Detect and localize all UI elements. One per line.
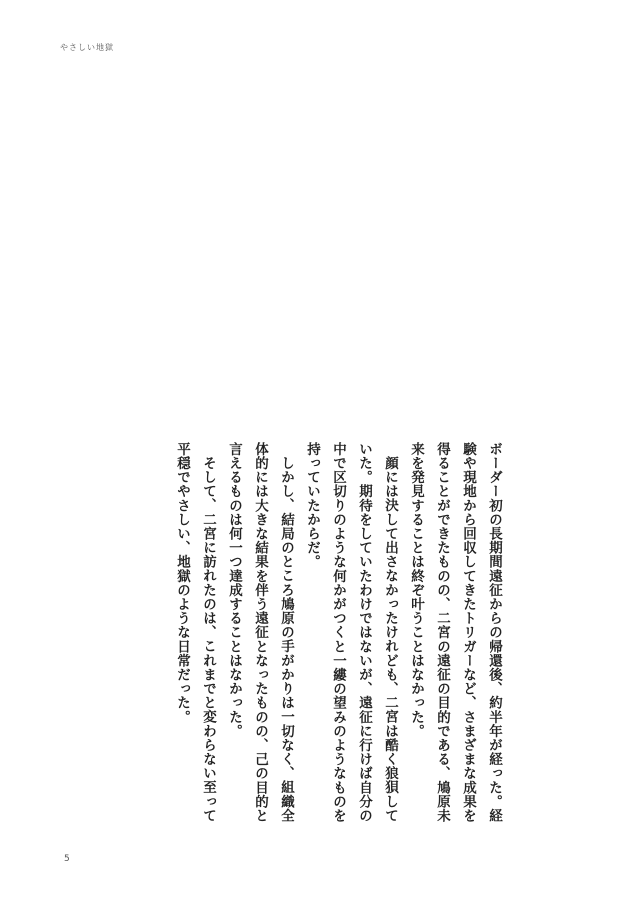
page-number: 5 (64, 854, 70, 864)
body-text (169, 442, 507, 824)
running-title: やさしい地獄 (60, 43, 114, 52)
paragraph-2: 顔には決して出さなかったけれども、二宮は酷く狼狽していた。期待をしていたわけではないが、遠征に行けば自分の中で区切りのような何かがつくと一縷の望みのようなものを持っていたからだ。 (304, 442, 398, 823)
paragraph-1: ボーダー初の長期間遠征からの帰還後、約半年が経った。経験や現地から回収してきたトリガーなど、さまざまな成果を得ることができたものの、二宮の遠征の目的である、鳩原未来を発見することは終ぞ叶うことはなかった。 (408, 442, 502, 823)
paragraph-3: しかし、結局のところ鳩原の手がかりは一切なく、組織全体的には大きな結果を伴う遠征となったものの、己の目的と言えるものは何一つ達成することはなかった。 (226, 442, 294, 823)
paragraph-4: そして、二宮に訪れたのは、これまでと変わらない至って平穏でやさしい、地獄のような日常だった。 (174, 442, 216, 823)
